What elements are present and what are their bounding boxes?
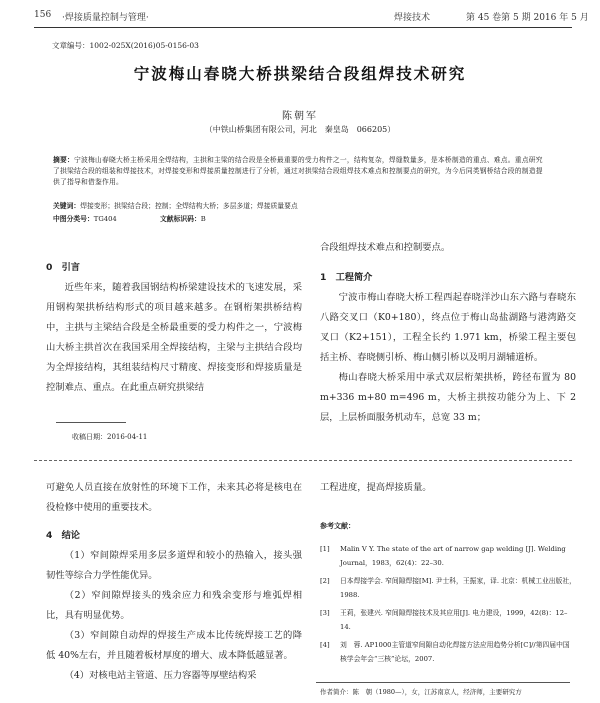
conclusion-heading: 4 结论 bbox=[46, 530, 80, 541]
intro-paragraph: 近些年来，随着我国钢结构桥梁建设技术的飞速发展，采用钢构架拱桥结构形式的项目越来越多。在钢桁架拱桥结构中，主拱与主梁结合段是全桥最重要的受力构件之一，宁波梅山大桥主拱首次在我国采用全焊接结构，主梁与主拱结合段均为全焊接结构，其组装结构尺寸精度、焊接变形和焊接质量是控制难点、重点。在此重点研究拱梁结 bbox=[46, 282, 302, 393]
section1-paragraph-1: 宁波市梅山春晓大桥工程西起春晓洋沙山东六路与春晓东八路交叉口（K0+180），终点位于梅山岛盐湖路与港湾路交叉口（K2+151），工程全长约 1.971 km，桥梁工程主要包括主桥、春晓侧引桥、梅山侧引桥以及明月湖辅道桥。 bbox=[320, 292, 576, 363]
footnote-rule bbox=[56, 422, 126, 423]
section-name: 焊接技术 bbox=[394, 13, 431, 23]
journal-column: ·焊接质量控制与管理· bbox=[62, 13, 149, 23]
section1-paragraph-2: 梅山春晓大桥采用中承式双层桁架拱桥，跨径布置为 80 m+336 m+80 m=496 m，大桥主拱按功能分为上、下 2 层，上层桥面服务机动车，总宽 33 m； bbox=[320, 372, 576, 423]
reference-item bbox=[320, 606, 576, 634]
conclusion-point: （1）窄间隙焊采用多层多道焊和较小的热输入，接头强韧性等综合力学性能优异。 bbox=[46, 550, 302, 581]
continuation-text-lower: 可避免人员直接在放射性的环境下工作，未来其必将是核电在役检修中使用的重要技术。 bbox=[46, 482, 302, 513]
author-bio-rule bbox=[316, 682, 570, 683]
section1-heading: 1 工程简介 bbox=[320, 272, 373, 283]
doc-code-value: B bbox=[200, 215, 206, 223]
lower-left-column bbox=[46, 478, 302, 686]
conclusion-point: （2）窄间隙焊接头的残余应力和残余变形与堆弧焊相比，具有明显优势。 bbox=[46, 590, 302, 621]
abstract-text: 宁波梅山春晓大桥主桥采用全焊结构，主拱和主梁的结合段是全桥最重要的受力构件之一，结构复杂，焊缝数量多，是本桥制造的重点、难点。重点研究了拱梁结合段的组装和焊接技术，对焊接变形和焊接质量控制进行了分析，通过对拱梁结合段组焊技术难点和控制要点的研究，为今后同类钢桥结合段的制造提供了指导和借鉴作用。 bbox=[53, 156, 543, 186]
continuation-text: 合段组焊技术难点和控制要点。 bbox=[320, 242, 451, 253]
page-split-dashed-line bbox=[34, 460, 572, 461]
conclusion-point: （3）窄间隙自动焊的焊接生产成本比传统焊接工艺的降低 40%左右，并且随着板材厚度的增大、成本降低越显著。 bbox=[46, 630, 302, 661]
reference-text: Malin V Y. The state of the art of narrow gap welding [J]. Welding Journal，1983，62(4)：22–30. bbox=[340, 545, 566, 567]
reference-number: [2] bbox=[320, 577, 330, 585]
abstract bbox=[53, 155, 549, 188]
paper-title: 宁波梅山春晓大桥拱梁结合段组焊技术研究 bbox=[133, 65, 467, 83]
keywords bbox=[53, 200, 298, 210]
reference-number: [4] bbox=[320, 641, 330, 649]
reference-list bbox=[320, 542, 576, 666]
running-header bbox=[34, 8, 589, 24]
continuation-text-right: 工程进度，提高焊接质量。 bbox=[320, 482, 432, 493]
author-name: 陈朝军 bbox=[282, 111, 318, 122]
header-rule bbox=[34, 27, 572, 28]
author-affiliation: （中铁山桥集团有限公司，河北 秦皇岛 066205） bbox=[204, 125, 396, 134]
conclusion-point: （4）对核电站主管道、压力容器等厚壁结构采 bbox=[64, 670, 257, 681]
author-bio: 作者简介：陈 朝（1980—），女，江苏南京人，经济师，主要研究方 bbox=[320, 688, 522, 696]
reference-item bbox=[320, 638, 576, 666]
upper-left-column bbox=[46, 258, 302, 398]
reference-item bbox=[320, 542, 576, 570]
reference-text: 王莉，张建兴. 窄间隙焊接技术及其应用[J]. 电力建设，1999，42(8)：12–14. bbox=[340, 609, 568, 631]
references-heading: 参考文献： bbox=[320, 522, 355, 530]
classification bbox=[53, 213, 206, 223]
reference-number: [3] bbox=[320, 609, 330, 617]
keywords-text: 焊接变形；拱梁结合段；控制；全焊结构大桥；多层多道；焊接质量要点 bbox=[80, 202, 298, 210]
abstract-label: 摘要： bbox=[53, 156, 74, 164]
clc-value: TG404 bbox=[93, 215, 117, 223]
keywords-label: 关键词： bbox=[53, 202, 81, 210]
reference-item bbox=[320, 574, 576, 602]
doc-code-label: 文献标识码： bbox=[160, 215, 201, 223]
article-number: 文章编号：1002-025X(2016)05-0156-03 bbox=[52, 41, 199, 50]
received-date: 收稿日期：2016-04-11 bbox=[72, 433, 148, 441]
upper-right-column bbox=[320, 238, 576, 428]
reference-number: [1] bbox=[320, 545, 330, 553]
intro-heading: 0 引言 bbox=[46, 262, 80, 273]
page-number: 156 bbox=[34, 10, 52, 20]
reference-text: 刘 蓉. AP1000主管道窄间隙自动化焊接方法应用趋势分析[C]//第四届中国核学会年会“三核”论坛，2007. bbox=[340, 641, 570, 663]
clc-label: 中图分类号： bbox=[53, 215, 94, 223]
issue-info: 第 45 卷第 5 期 2016 年 5 月 bbox=[466, 13, 589, 23]
lower-right-column bbox=[320, 478, 576, 670]
reference-text: 日本焊接学会. 窄间隙焊接[M]. 尹士科，王振家，译. 北京：机械工业出版社，1988. bbox=[340, 577, 576, 599]
